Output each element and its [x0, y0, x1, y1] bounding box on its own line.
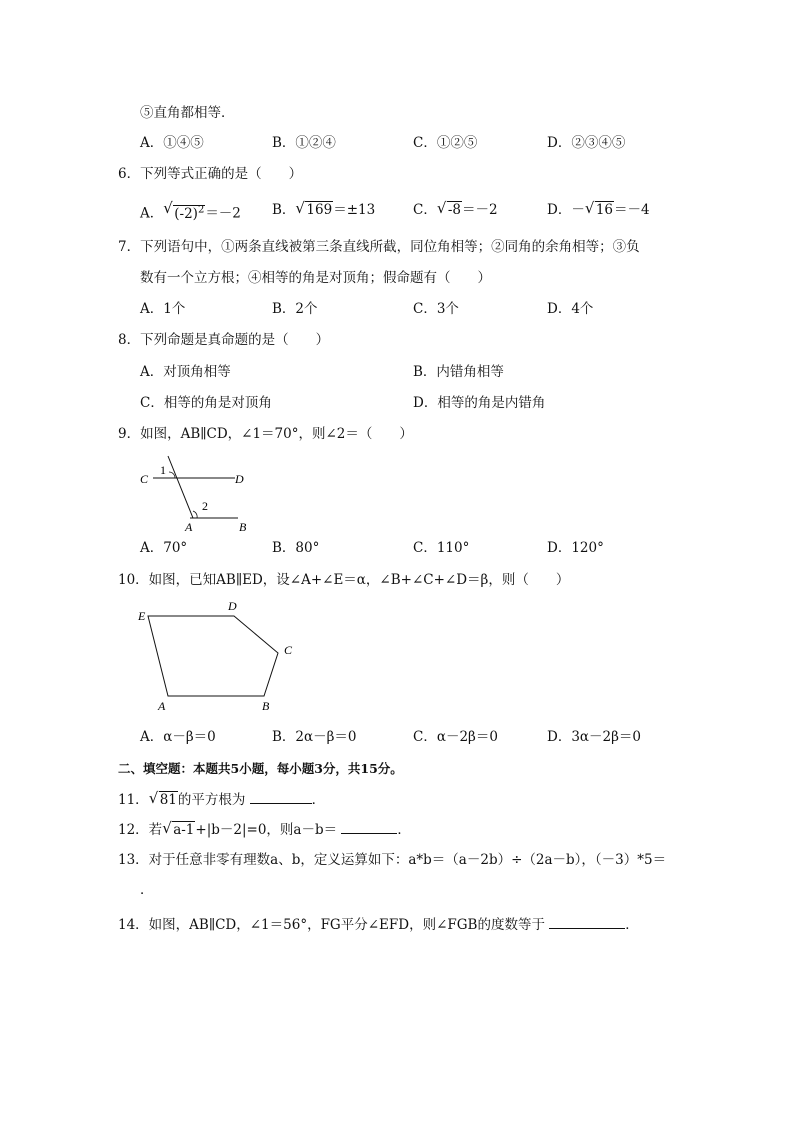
q8-option-a: A．对顶角相等 [140, 364, 231, 380]
q11-answer-blank[interactable] [250, 789, 312, 804]
q9-label-b: B [239, 520, 247, 534]
q7-option-a: A．1个 [140, 301, 186, 317]
q7-option-c: C．3个 [413, 301, 459, 317]
q9-transversal [168, 456, 193, 518]
q9-label-a: A [185, 520, 193, 534]
q10-stem: 10．如图，已知AB∥ED，设∠A+∠E＝α，∠B+∠C+∠D＝β，则（ ） [118, 572, 570, 588]
q6-option-c: C．√ -8＝－2 [413, 200, 498, 220]
q8-option-b: B．内错角相等 [413, 364, 504, 380]
q9-label-1: 1 [160, 463, 166, 477]
q9-angle2-arc [193, 511, 197, 518]
q13-line2: ． [140, 882, 154, 898]
q5-tail: ⑤直角都相等． [140, 105, 235, 121]
q9-option-d: D．120° [547, 540, 604, 556]
q5-option-c: C．①②⑤ [413, 135, 478, 151]
section-2-heading: 二、填空题：本题共5小题，每小题3分，共15分。 [118, 761, 403, 776]
q10-label-d: D [228, 599, 237, 613]
q9-label-d: D [235, 472, 244, 486]
q5-option-a: A．①④⑤ [140, 135, 204, 151]
q14-answer-blank[interactable] [549, 914, 625, 929]
q8-stem: 8．下列命题是真命题的是（ ） [118, 332, 330, 348]
q10-pentagon [148, 616, 278, 696]
q14: 14．如图，AB∥CD，∠1＝56°，FG平分∠EFD，则∠FGB的度数等于 ． [118, 914, 639, 935]
q9-label-2: 2 [202, 499, 208, 513]
q9-angle1-arc [169, 472, 175, 478]
q5-option-b: B．①②④ [272, 135, 336, 151]
q9-option-c: C．110° [413, 540, 470, 556]
q10-option-d: D．3α－2β＝0 [547, 729, 642, 745]
q9-option-a: A．70° [140, 540, 188, 556]
q7-option-d: D．4个 [547, 301, 594, 317]
q6-option-d: D．－√ 16＝－4 [547, 200, 650, 220]
q10-figure [130, 596, 305, 714]
q11: 11．√ 81的平方根为 ． [118, 789, 325, 810]
q12: 12．若√ a-1+|b－2|=0，则a－b＝ ． [118, 819, 411, 840]
q10-label-c: C [284, 643, 293, 657]
q13-line1: 13．对于任意非零有理数a、b，定义运算如下：a*b＝（a－2b）÷（2a－b），（－3）*5＝ [118, 852, 667, 868]
q10-option-c: C．α－2β＝0 [413, 729, 498, 745]
q7-stem-line1: 7．下列语句中，①两条直线被第三条直线所截，同位角相等；②同角的余角相等；③负 [118, 239, 640, 255]
q8-option-d: D．相等的角是内错角 [413, 395, 546, 411]
q12-answer-blank[interactable] [341, 819, 397, 834]
q10-label-e: E [138, 609, 146, 623]
q9-option-b: B．80° [272, 540, 320, 556]
q6-stem: 6．下列等式正确的是（ ） [118, 166, 303, 182]
q9-label-c: C [140, 472, 149, 486]
q6-option-b: B．√ 169＝±13 [272, 200, 375, 220]
q10-label-a: A [158, 699, 166, 713]
q7-option-b: B．2个 [272, 301, 318, 317]
q9-stem: 9．如图，AB∥CD，∠1＝70°，则∠2＝（ ） [118, 426, 413, 442]
q10-option-a: A．α－β＝0 [140, 729, 216, 745]
q9-figure [135, 452, 265, 534]
q6-option-a: A．√ $(-2)^2=-2$ [140, 200, 241, 224]
q8-option-c: C．相等的角是对顶角 [140, 395, 272, 411]
q7-stem-line2: 数有一个立方根；④相等的角是对顶角；假命题有（ ） [140, 270, 491, 286]
q10-option-b: B．2α－β＝0 [272, 729, 357, 745]
q5-option-d: D．②③④⑤ [547, 135, 626, 151]
q10-label-b: B [262, 699, 270, 713]
